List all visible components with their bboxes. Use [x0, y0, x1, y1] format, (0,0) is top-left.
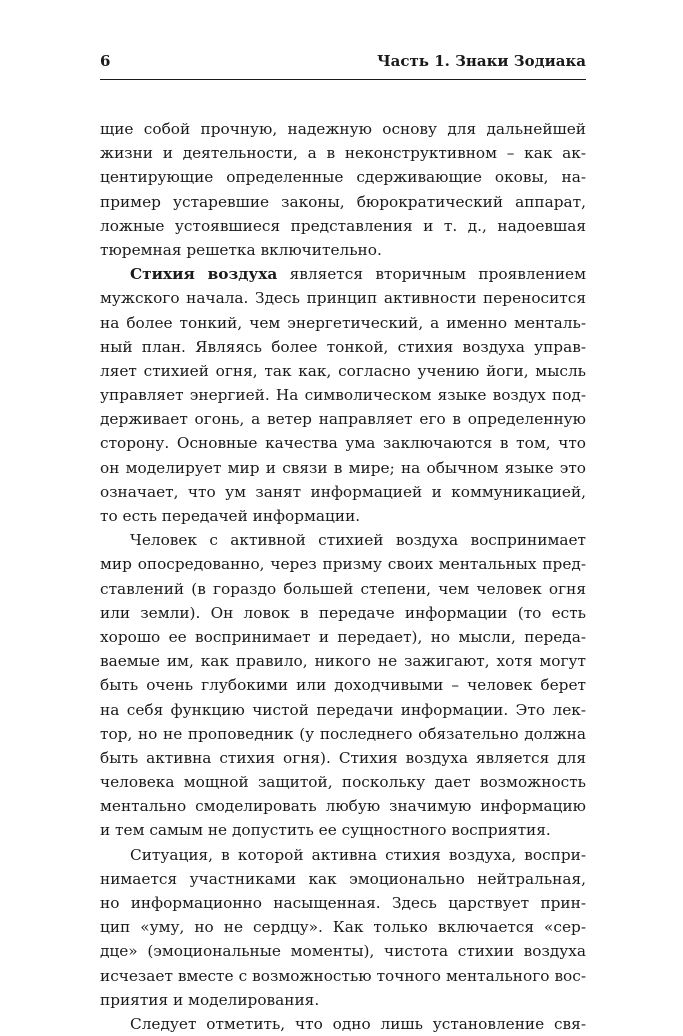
text-line: нимается участниками как эмоционально нейтральная, [100, 869, 586, 888]
text-line: на себя функцию чистой передачи информации. Это лек- [100, 700, 586, 719]
text-line: человека мощной защитой, поскольку дает возможность [100, 773, 586, 792]
page-header [100, 50, 586, 72]
text-line: цип «уму, но не сердцу». Как только включается «сер- [100, 918, 586, 937]
text-line: ментально смоделировать любую значимую информацию [100, 797, 586, 816]
text-line: щие собой прочную, надежную основу для дальнейшей [100, 120, 586, 138]
running-title: Часть 1. Знаки Зодиака [376, 52, 586, 70]
body-text [100, 117, 586, 1036]
text-line: быть активна стихия огня). Стихия воздуха является для [100, 748, 586, 767]
text-line: пример устаревшие законы, бюрократический аппарат, [100, 192, 586, 211]
text-line: ложные устоявшиеся представления и т. д., надоевшая [100, 216, 586, 235]
text-line [100, 262, 586, 286]
text-line: Человек с активной стихией воздуха воспринимает [130, 531, 586, 550]
text-line: ставлений (в гораздо большей степени, чем человек огня [100, 579, 586, 598]
text-line: мужского начала. Здесь принцип активности переносится [100, 289, 586, 308]
text-line: хорошо ее воспринимает и передает), но мысли, переда- [100, 627, 586, 646]
text-line: он моделирует мир и связи в мире; на обычном языке это [100, 458, 586, 477]
text-line: тор, но не проповедник (у последнего обязательно должна [100, 724, 586, 743]
text-line: означает, что ум занят информацией и коммуникацией, [100, 482, 586, 501]
text-line: тюремная решетка включительно. [100, 240, 382, 259]
text-line: быть очень глубокими или доходчивыми – человек берет [100, 676, 586, 695]
text-line: на более тонкий, чем энергетический, а именно менталь- [100, 313, 586, 332]
bold-term: Стихия воздуха [130, 265, 278, 284]
text-line: Следует отметить, что одно лишь установление свя- [130, 1014, 586, 1033]
text-line: мир опосредованно, через призму своих ментальных пред- [100, 555, 586, 574]
text-line: приятия и моделирования. [100, 990, 320, 1009]
text-line: держивает огонь, а ветер направляет его в определенную [100, 410, 586, 429]
text-line: то есть передачей информации. [100, 507, 361, 525]
text-line: центирующие определенные сдерживающие оковы, на- [100, 168, 586, 187]
text-line-rest: является вторичным проявлением [277, 265, 586, 284]
text-line: Ситуация, в которой активна стихия воздуха, воспри- [130, 845, 586, 864]
text-line: ляет стихией огня, так как, согласно учению йоги, мысль [100, 361, 586, 380]
header-rule [100, 79, 586, 80]
page-number: 6 [100, 52, 111, 70]
text-line: ный план. Являясь более тонкой, стихия воздуха управ- [100, 337, 586, 356]
text-line: ваемые им, как правило, никого не зажигают, хотя могут [100, 652, 586, 671]
text-line: исчезает вместе с возможностью точного ментального вос- [100, 966, 586, 985]
text-line: или земли). Он ловок в передаче информации (то есть [100, 603, 586, 622]
text-line: сторону. Основные качества ума заключаются в том, что [100, 434, 586, 453]
text-line: и тем самым не допустить ее сущностного восприятия. [100, 821, 551, 840]
text-line: но информационно насыщенная. Здесь царствует прин- [100, 894, 586, 912]
text-line: управляет энергией. На символическом языке воздух под- [100, 386, 586, 405]
text-line: дце» (эмоциональные моменты), чистота стихии воздуха [100, 942, 586, 961]
text-line: жизни и деятельности, а в неконструктивном – как ак- [100, 144, 586, 163]
